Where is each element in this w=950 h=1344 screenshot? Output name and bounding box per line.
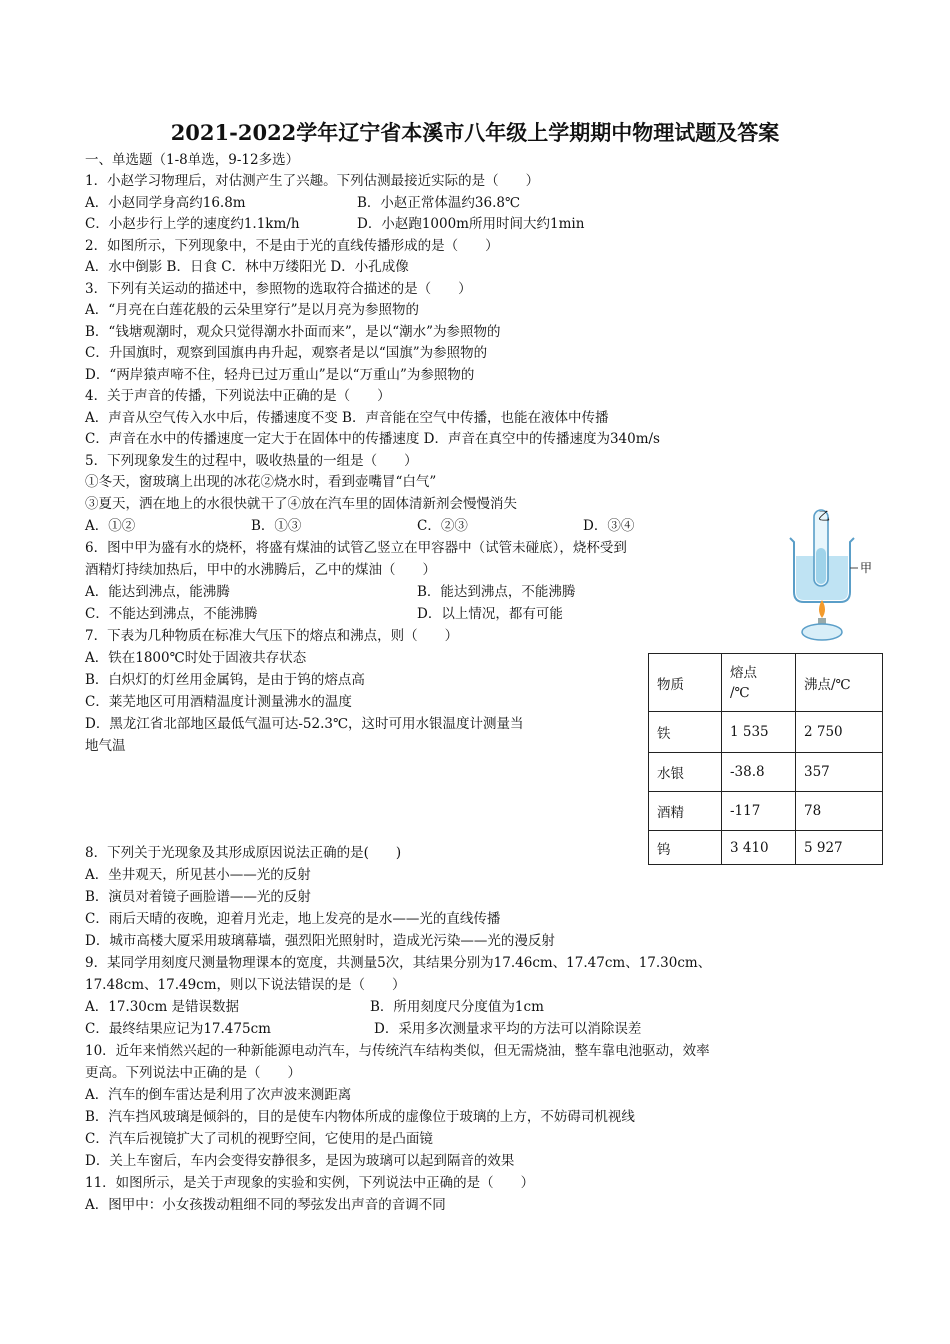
- q6-option-a: A．能达到沸点，能沸腾: [85, 584, 230, 600]
- q9-option-c: C．最终结果应记为17.475cm: [85, 1021, 271, 1037]
- q3-option-c: C．升国旗时，观察到国旗冉冉升起，观察者是以“国旗”为参照物的: [85, 345, 488, 361]
- q9-option-a: A．17.30cm 是错误数据: [85, 999, 240, 1015]
- q8-option-a: A．坐井观天，所见甚小——光的反射: [85, 867, 311, 883]
- header-melting-line1: 熔点: [730, 664, 757, 681]
- q10-option-c: C．汽车后视镜扩大了司机的视野空间，它使用的是凸面镜: [85, 1131, 433, 1147]
- q9-option-d: D．采用多次测量求平均的方法可以消除误差: [374, 1021, 642, 1037]
- table-cell: 3 410: [722, 831, 796, 865]
- table-cell: 酒精: [649, 792, 722, 831]
- q8-stem: 8．下列关于光现象及其形成原因说法正确的是( ): [85, 845, 402, 861]
- q3-stem: 3．下列有关运动的描述中，参照物的选取符合描述的是（ ）: [85, 281, 472, 297]
- header-boiling-point: 沸点/℃: [796, 654, 883, 712]
- q3-option-b: B．“钱塘观潮时，观众只觉得潮水扑面而来”，是以“潮水”为参照物的: [85, 324, 501, 340]
- table-cell: 78: [796, 792, 883, 831]
- table-header-row: [649, 654, 883, 712]
- header-substance: 物质: [649, 654, 722, 712]
- table-row: [649, 712, 883, 753]
- q1-stem: 1．小赵学习物理后，对估测产生了兴趣。下列估测最接近实际的是（ ）: [85, 173, 540, 189]
- q7-option-c: C．莱芜地区可用酒精温度计测量沸水的温度: [85, 694, 352, 710]
- q4-stem: 4．关于声音的传播，下列说法中正确的是（ ）: [85, 388, 391, 404]
- table-cell: 水银: [649, 753, 722, 792]
- q10-option-b: B．汽车挡风玻璃是倾斜的，目的是使车内物体所成的虚像位于玻璃的上方，不妨碍司机视线: [85, 1109, 635, 1125]
- q1-option-a: A．小赵同学身高约16.8m: [85, 195, 246, 211]
- alcohol-lamp: [802, 624, 842, 640]
- document-title: 2021-2022学年辽宁省本溪市八年级上学期期中物理试题及答案: [170, 120, 780, 145]
- q6-option-d: D．以上情况，都有可能: [417, 606, 563, 622]
- q3-option-a: A．“月亮在白莲花般的云朵里穿行”是以月亮为参照物的: [85, 302, 420, 318]
- q11-option-a: A．图甲中：小女孩拨动粗细不同的琴弦发出声音的音调不同: [85, 1197, 446, 1213]
- q6-stem-2: 酒精灯持续加热后，甲中的水沸腾后，乙中的煤油（ ）: [85, 562, 436, 578]
- table-cell: 1 535: [722, 712, 796, 753]
- q7-stem: 7．下表为几种物质在标准大气压下的熔点和沸点，则（ ）: [85, 628, 459, 644]
- q5-stem: 5．下列现象发生的过程中，吸收热量的一组是（ ）: [85, 453, 418, 469]
- q6-option-b: B．能达到沸点，不能沸腾: [417, 584, 576, 600]
- q8-option-d: D．城市高楼大厦采用玻璃幕墙，强烈阳光照射时，造成光污染——光的漫反射: [85, 933, 555, 949]
- label-jia: 甲: [860, 561, 873, 575]
- table-cell: 357: [796, 753, 883, 792]
- q6-stem-1: 6．图中甲为盛有水的烧杯，将盛有煤油的试管乙竖立在甲容器中（试管未碰底），烧杯受到: [85, 540, 627, 556]
- melting-boiling-table: [648, 653, 883, 865]
- q7-option-b: B．白炽灯的灯丝用金属钨，是由于钨的熔点高: [85, 672, 365, 688]
- q5-phenomena-1: ①冬天，窗玻璃上出现的冰花②烧水时，看到壶嘴冒“白气”: [85, 474, 437, 490]
- q8-option-c: C．雨后天晴的夜晚，迎着月光走，地上发亮的是水——光的直线传播: [85, 911, 501, 927]
- header-melting-point: [722, 654, 796, 712]
- table-cell: 2 750: [796, 712, 883, 753]
- q7-option-a: A．铁在1800℃时处于固液共存状态: [85, 650, 307, 666]
- q9-stem-2: 17.48cm、17.49cm，则以下说法错误的是（ ）: [85, 977, 406, 993]
- q10-option-a: A．汽车的倒车雷达是利用了次声波来测距离: [85, 1087, 352, 1103]
- q9-option-b: B．所用刻度尺分度值为1cm: [370, 999, 544, 1015]
- q1-option-c: C．小赵步行上学的速度约1.1km/h: [85, 216, 300, 232]
- q5-phenomena-2: ③夏天，洒在地上的水很快就干了④放在汽车里的固体清新剂会慢慢消失: [85, 496, 517, 512]
- q1-option-b: B．小赵正常体温约36.8℃: [357, 195, 521, 211]
- q10-stem-2: 更高。下列说法中正确的是（ ）: [85, 1065, 301, 1081]
- q11-stem: 11．如图所示，是关于声现象的实验和实例，下列说法中正确的是（ ）: [85, 1175, 535, 1191]
- table-cell: 5 927: [796, 831, 883, 865]
- q5-option-a: A．①②: [85, 518, 136, 534]
- q5-option-b: B．①③: [251, 518, 302, 534]
- table-cell: 铁: [649, 712, 722, 753]
- table-row: [649, 831, 883, 865]
- q2-stem: 2．如图所示，下列现象中，不是由于光的直线传播形成的是（ ）: [85, 238, 499, 254]
- q7-option-d-line1: D．黑龙江省北部地区最低气温可达-52.3℃，这时可用水银温度计测量当: [85, 716, 524, 732]
- table-cell: -117: [722, 792, 796, 831]
- table-row: [649, 792, 883, 831]
- q10-stem-1: 10．近年来悄然兴起的一种新能源电动汽车，与传统汽车结构类似，但无需烧油，整车靠电池驱动，效率: [85, 1043, 710, 1059]
- q2-options: A．水中倒影 B．日食 C．林中万缕阳光 D．小孔成像: [85, 259, 409, 275]
- q7-option-d-line2: 地气温: [85, 738, 126, 754]
- table-cell: -38.8: [722, 753, 796, 792]
- label-yi: 乙: [818, 509, 831, 523]
- table-cell: 钨: [649, 831, 722, 865]
- q1-option-d: D．小赵跑1000m所用时间大约1min: [357, 216, 585, 232]
- lamp-neck: [818, 618, 826, 624]
- section-heading: 一、单选题（1-8单选，9-12多选）: [85, 152, 300, 168]
- q6-option-c: C．不能达到沸点，不能沸腾: [85, 606, 258, 622]
- table-row: [649, 753, 883, 792]
- q5-option-d: D．③④: [583, 518, 635, 534]
- header-melting-line2: /℃: [730, 684, 750, 701]
- q4-options-cd: C．声音在水中的传播速度一定大于在固体中的传播速度 D．声音在真空中的传播速度为340m/s: [85, 431, 660, 447]
- beaker-heating-figure: [786, 508, 896, 643]
- q10-option-d: D．关上车窗后，车内会变得安静很多，是因为玻璃可以起到隔音的效果: [85, 1153, 515, 1169]
- q4-options-ab: A．声音从空气传入水中后，传播速度不变 B．声音能在空气中传播，也能在液体中传播: [85, 410, 609, 426]
- q8-option-b: B．演员对着镜子画脸谱——光的反射: [85, 889, 311, 905]
- q5-option-c: C．②③: [417, 518, 468, 534]
- kerosene: [816, 548, 826, 584]
- q9-stem-1: 9．某同学用刻度尺测量物理课本的宽度，共测量5次，其结果分别为17.46cm、17.47cm、17.30cm、: [85, 955, 712, 971]
- q3-option-d: D．“两岸猿声啼不住，轻舟已过万重山”是以“万重山”为参照物的: [85, 367, 475, 383]
